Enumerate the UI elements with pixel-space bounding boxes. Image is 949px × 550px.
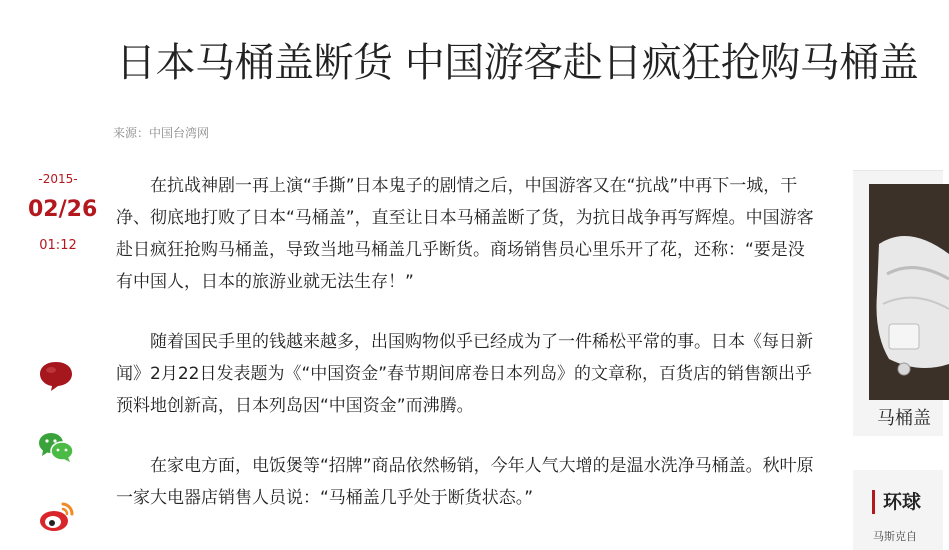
article-paragraph: 在家电方面，电饭煲等“招牌”商品依然畅销，今年人气大增的是温水洗净马桶盖。秋叶原一家大电器店销售人员说：“马桶盖几乎处于断货状态。” xyxy=(116,456,814,508)
comment-icon[interactable] xyxy=(37,359,75,393)
article-title: 日本马桶盖断货 中国游客赴日疯狂抢购马桶盖 xyxy=(116,40,919,86)
article-paragraph: 在抗战神剧一再上演“手撕”日本鬼子的剧情之后，中国游客又在“抗战”中再下一城，干净、彻底地打败了日本“马桶盖”，直至让日本马桶盖断了货，为抗日战争再写辉煌。中国游客赴日疯狂抢购马桶盖，导致当地马桶盖几乎断货。商场销售员心里乐开了花，还称：“要是没有中国人，日本的旅游业就无法生存！” xyxy=(116,176,814,292)
article-body xyxy=(116,170,819,542)
date-year: -2015- xyxy=(38,172,78,186)
sidebar-section-heading: 环球 xyxy=(872,490,921,514)
article-source: 来源：中国台湾网 xyxy=(113,126,210,140)
date-day: 02/26 xyxy=(28,197,98,222)
sidebar-card-caption[interactable]: 马桶盖 xyxy=(877,408,931,429)
date-time: 01:12 xyxy=(39,238,77,253)
sidebar-section-link[interactable]: 马斯克自 xyxy=(873,530,917,543)
wechat-icon[interactable] xyxy=(37,430,75,464)
article-paragraph: 随着国民手里的钱越来越多，出国购物似乎已经成为了一件稀松平常的事。日本《每日新闻》2月22日发表题为《“中国资金”春节期间席卷日本列岛》的文章称，百货店的销售额出乎预料地创新高，日本列岛因“中国资金”而沸腾。 xyxy=(116,332,813,416)
weibo-icon[interactable] xyxy=(37,500,75,534)
toilet-seat-image[interactable] xyxy=(869,184,949,400)
